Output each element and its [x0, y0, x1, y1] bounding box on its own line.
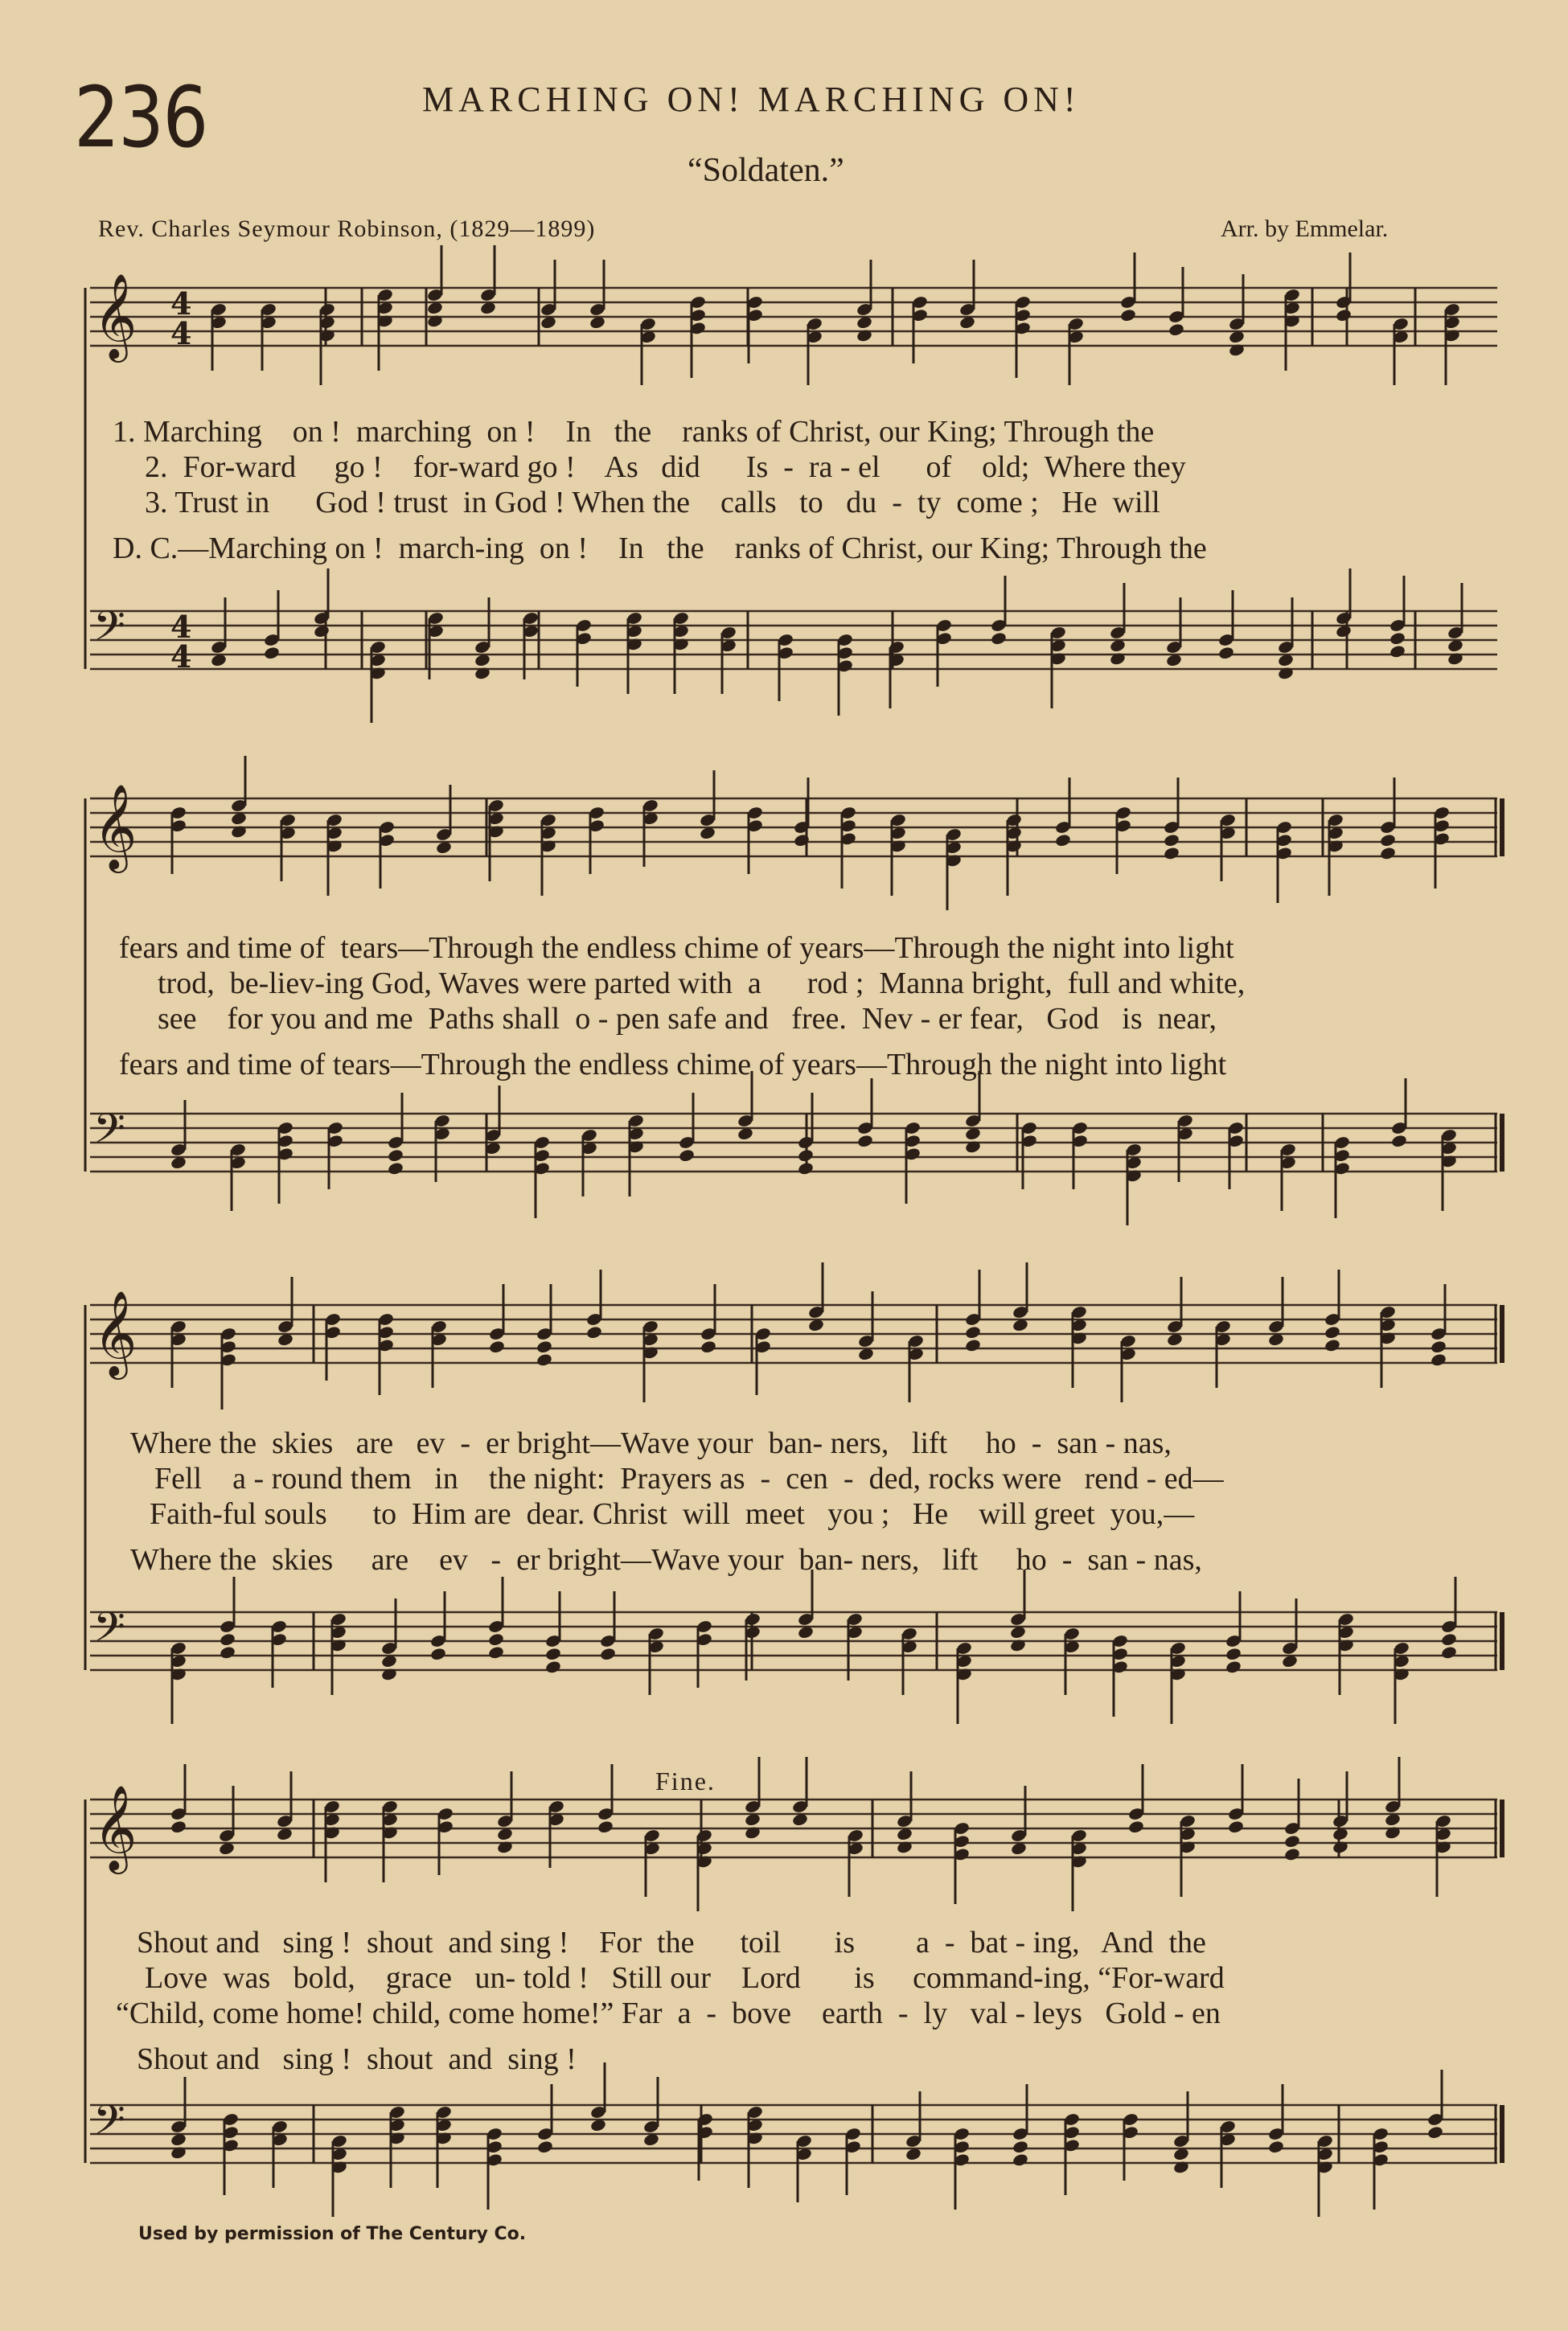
- note-head: [964, 1325, 981, 1340]
- note-head: [487, 1632, 504, 1647]
- note-head: [1440, 1645, 1457, 1660]
- note-head: [1012, 2152, 1028, 2167]
- lyric-verse-2: Fell a - round them in the night: Prayers as - cen - ded, rocks were rend - ed—: [154, 1462, 1224, 1496]
- bass-clef-icon: 𝄢: [93, 601, 125, 660]
- lyric-verse-2: Love was bold, grace un- told ! Still our Lord is command-ing, “For-ward: [145, 1961, 1225, 1995]
- note-head: [1163, 833, 1180, 847]
- note-head: [797, 1161, 814, 1176]
- note-head: [219, 1632, 236, 1647]
- author-credit: Rev. Charles Seymour Robinson, (1829—1899): [98, 215, 596, 242]
- note-head: [1283, 1847, 1300, 1861]
- treble-clef-icon: 𝄞: [93, 273, 138, 359]
- note-head: [1227, 1820, 1244, 1834]
- lyric-line-repeat: Where the skies are ev - er bright—Wave your ban- ners, lift ho - san - nas,: [130, 1543, 1202, 1577]
- lyric-verse-1: fears and time of tears—Through the endless chime of years—Through the night into light: [119, 931, 1234, 965]
- tune-name: “Soldaten.”: [688, 152, 844, 189]
- note-head: [544, 1647, 561, 1661]
- note-head: [488, 1340, 505, 1354]
- note-head: [1379, 846, 1396, 860]
- time-signature-bottom: 4: [170, 315, 192, 351]
- lyric-verse-2: 2. For-ward go ! for-ward go ! As did Is - ra - el of old; Where they: [145, 450, 1186, 484]
- bass-clef-icon: 𝄢: [93, 1104, 125, 1163]
- note-head: [990, 631, 1007, 646]
- note-head: [219, 1645, 236, 1660]
- note-head: [487, 1645, 504, 1660]
- note-head: [1283, 1834, 1300, 1849]
- time-signature-bottom: 4: [170, 638, 192, 675]
- hymn-title: MARCHING ON! MARCHING ON!: [422, 80, 1081, 119]
- lyric-verse-3: 3. Trust in God ! trust in God ! When the calls to du - ty come ; He will: [145, 486, 1160, 519]
- lyric-line-repeat: D. C.—Marching on ! march-ing on ! In the ranks of Christ, our King; Through the: [113, 531, 1207, 565]
- note-head: [536, 1352, 552, 1367]
- note-head: [387, 1148, 404, 1163]
- note-head: [1389, 644, 1406, 659]
- lyric-verse-2: trod, be-liev-ing God, Waves were parted with a rod ; Manna bright, full and white,: [158, 966, 1246, 1000]
- note-head: [1225, 1660, 1242, 1674]
- footer-credit: Used by permission of The Century Co.: [138, 2224, 527, 2244]
- note-head: [1127, 1820, 1144, 1834]
- note-head: [536, 1340, 552, 1354]
- time-signature-top: 4: [170, 285, 192, 322]
- note-head: [1426, 2125, 1443, 2140]
- note-head: [544, 1660, 561, 1674]
- note-head: [1163, 846, 1180, 860]
- note-head: [585, 1325, 602, 1340]
- note-head: [797, 1148, 814, 1163]
- time-signature-top: 4: [170, 609, 192, 645]
- note-head: [1430, 1340, 1447, 1354]
- note-head: [1012, 2140, 1028, 2154]
- note-head: [1324, 1325, 1340, 1340]
- lyric-line-repeat: Shout and sing ! shout and sing !: [137, 2042, 577, 2076]
- lyric-verse-1: Where the skies are ev - er bright—Wave your ban- ners, lift ho - san - nas,: [130, 1426, 1172, 1460]
- bass-clef-icon: 𝄢: [93, 2095, 125, 2154]
- note-head: [1335, 308, 1352, 322]
- bass-staff: [90, 2105, 1497, 2163]
- fine-marking: Fine.: [655, 1767, 716, 1795]
- note-head: [1217, 646, 1234, 660]
- note-head: [1440, 1632, 1457, 1647]
- note-head: [599, 1647, 616, 1661]
- note-head: [1168, 322, 1184, 337]
- note-head: [700, 1340, 716, 1354]
- note-head: [1379, 833, 1396, 847]
- lyric-verse-3: “Child, come home! child, come home!” Far a - bove earth - ly val - leys Gold - en: [116, 1997, 1221, 2030]
- note-head: [1225, 1647, 1242, 1661]
- arranger-credit: Arr. by Emmelar.: [1221, 215, 1389, 242]
- note-head: [387, 1161, 404, 1176]
- lyric-verse-1: Shout and sing ! shout and sing ! For the toil is a - bat - ing, And the: [137, 1926, 1206, 1960]
- bass-clef-icon: 𝄢: [93, 1603, 125, 1661]
- lyric-verse-1: 1. Marching on ! marching on ! In the ranks of Christ, our King; Through the: [113, 415, 1155, 449]
- note-head: [1430, 1352, 1447, 1367]
- note-head: [1390, 1134, 1407, 1148]
- note-head: [1267, 2140, 1284, 2154]
- note-head: [170, 1820, 187, 1834]
- lyric-verse-3: Faith-ful souls to Him are dear. Christ will meet you ; He will greet you,—: [150, 1497, 1195, 1531]
- note-head: [1324, 1338, 1340, 1352]
- note-head: [429, 1647, 446, 1661]
- hymn-number: 236: [74, 68, 207, 166]
- note-head: [856, 1134, 873, 1148]
- note-head: [678, 1148, 695, 1163]
- note-head: [1389, 631, 1406, 646]
- treble-clef-icon: 𝄞: [93, 783, 138, 869]
- treble-staff: [90, 1305, 1497, 1363]
- treble-clef-icon: 𝄞: [93, 1290, 138, 1376]
- treble-clef-icon: 𝄞: [93, 1784, 138, 1870]
- note-head: [536, 2140, 553, 2154]
- lyric-verse-3: see for you and me Paths shall o - pen safe and free. Nev - er fear, God is near,: [158, 1002, 1217, 1036]
- note-head: [1119, 308, 1136, 322]
- note-head: [597, 1820, 614, 1834]
- lyric-line-repeat: fears and time of tears—Through the endless chime of years—Through the night into light: [119, 1048, 1227, 1081]
- note-head: [964, 1338, 981, 1352]
- note-head: [263, 646, 280, 660]
- note-head: [1054, 833, 1071, 847]
